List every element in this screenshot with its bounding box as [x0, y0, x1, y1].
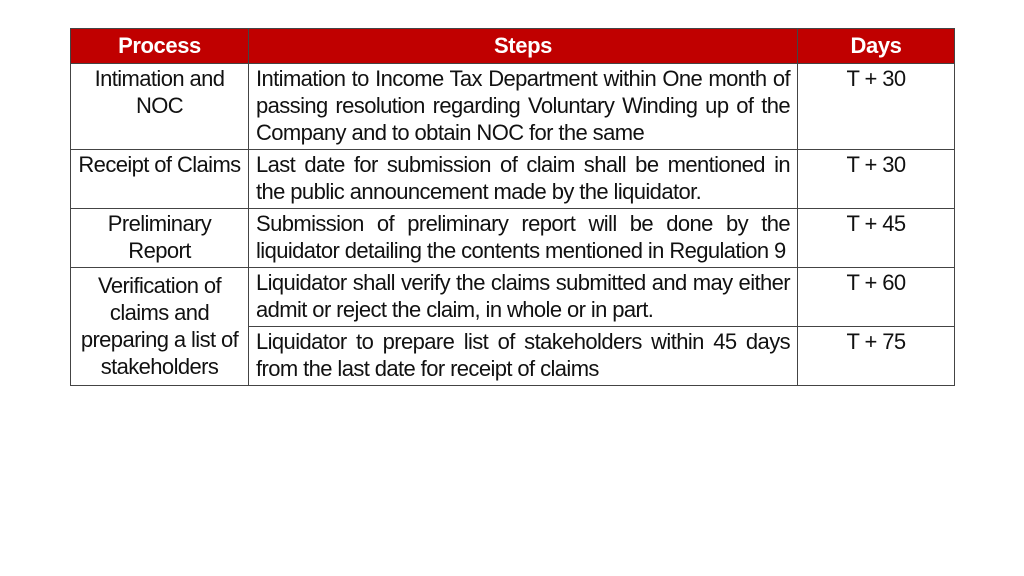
table-header-row — [71, 29, 955, 64]
table-row — [71, 64, 955, 150]
days-cell: T + 30 — [798, 64, 955, 150]
steps-cell: Liquidator shall verify the claims submitted and may either admit or reject the claim, in whole or in part. — [249, 268, 798, 327]
steps-cell: Intimation to Income Tax Department within One month of passing resolution regarding Voluntary Winding up of the Company and to obtain NOC for the same — [249, 64, 798, 150]
process-cell: Preliminary Report — [71, 209, 249, 268]
header-steps: Steps — [249, 29, 798, 64]
table-row — [71, 209, 955, 268]
header-process: Process — [71, 29, 249, 64]
days-cell: T + 75 — [798, 327, 955, 386]
process-timeline-table-container — [70, 28, 954, 386]
days-cell: T + 60 — [798, 268, 955, 327]
process-cell: Receipt of Claims — [71, 150, 249, 209]
header-days: Days — [798, 29, 955, 64]
process-timeline-table — [70, 28, 955, 386]
days-cell: T + 30 — [798, 150, 955, 209]
table-row — [71, 150, 955, 209]
table-row — [71, 268, 955, 327]
steps-cell: Liquidator to prepare list of stakeholders within 45 days from the last date for receipt of claims — [249, 327, 798, 386]
steps-cell: Last date for submission of claim shall be mentioned in the public announcement made by the liquidator. — [249, 150, 798, 209]
process-cell: Verification of claims and preparing a list of stakeholders — [71, 268, 249, 386]
days-cell: T + 45 — [798, 209, 955, 268]
process-cell: Intimation and NOC — [71, 64, 249, 150]
steps-cell: Submission of preliminary report will be done by the liquidator detailing the contents mentioned in Regulation 9 — [249, 209, 798, 268]
